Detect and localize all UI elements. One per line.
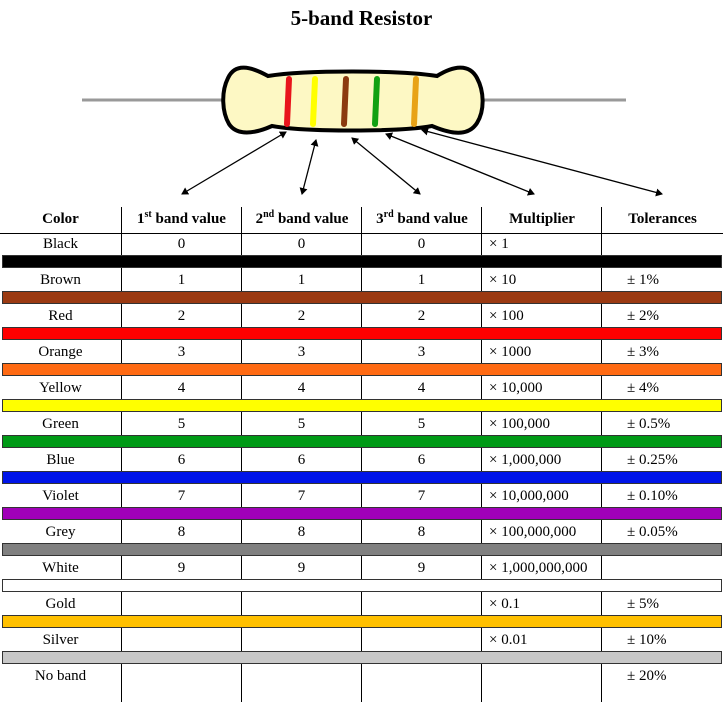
- arrow-band-3: [352, 138, 420, 194]
- page-title: 5-band Resistor: [290, 6, 433, 30]
- cell-band1: 0: [177, 236, 186, 252]
- cell-band3: 4: [417, 380, 426, 396]
- cell-band1: 8: [177, 524, 186, 540]
- cell-multiplier: × 0.01: [489, 632, 528, 648]
- cell-band2: 1: [297, 272, 306, 288]
- cell-band1: 7: [177, 488, 186, 504]
- arrow-band-1: [182, 132, 286, 194]
- cell-tolerance: ± 5%: [627, 596, 659, 612]
- cell-band3: 5: [417, 416, 426, 432]
- arrow-tolerance: [422, 130, 662, 194]
- color-swatch-red: [2, 327, 722, 340]
- cell-multiplier: × 1000: [489, 344, 532, 360]
- cell-multiplier: × 10,000,000: [489, 488, 569, 504]
- cell-tolerance: ± 0.5%: [627, 416, 671, 432]
- cell-color-name: No band: [34, 668, 87, 684]
- cell-tolerance: ± 1%: [627, 272, 659, 288]
- header-band3: 3rd band value: [376, 209, 468, 227]
- cell-color-name: Violet: [42, 488, 79, 504]
- color-swatch-silver: [2, 651, 722, 664]
- cell-band1: 4: [177, 380, 186, 396]
- cell-band3: 6: [417, 452, 426, 468]
- color-swatch-violet: [2, 507, 722, 520]
- color-swatch-green: [2, 435, 722, 448]
- cell-band1: 1: [177, 272, 186, 288]
- header-tolerances: Tolerances: [628, 211, 697, 227]
- color-swatch-black: [2, 255, 722, 268]
- cell-band2: 0: [297, 236, 306, 252]
- color-swatch-white: [2, 579, 722, 592]
- cell-band1: 5: [177, 416, 186, 432]
- cell-color-name: Silver: [42, 632, 79, 648]
- cell-band2: 8: [297, 524, 306, 540]
- cell-band2: 2: [297, 308, 306, 324]
- cell-multiplier: × 10: [489, 272, 517, 288]
- cell-color-name: Brown: [40, 272, 81, 288]
- cell-band1: 3: [177, 344, 186, 360]
- cell-color-name: Gold: [45, 596, 76, 612]
- cell-color-name: White: [42, 560, 79, 576]
- color-code-table: [0, 207, 723, 702]
- cell-tolerance: ± 4%: [627, 380, 659, 396]
- resistor-band-gold: [414, 79, 416, 124]
- cell-multiplier: × 1,000,000,000: [489, 560, 588, 576]
- resistor-diagram: [0, 0, 723, 207]
- color-swatch-blue: [2, 471, 722, 484]
- color-swatch-orange: [2, 363, 722, 376]
- cell-color-name: Red: [48, 308, 73, 324]
- cell-band2: 9: [297, 560, 306, 576]
- pointer-arrows: [182, 130, 662, 194]
- arrow-band-2: [302, 140, 316, 194]
- color-swatch-brown: [2, 291, 722, 304]
- cell-band3: 3: [417, 344, 426, 360]
- cell-band1: 9: [177, 560, 186, 576]
- resistor-body: [223, 68, 482, 133]
- color-swatch-gold: [2, 615, 722, 628]
- cell-tolerance: ± 3%: [627, 344, 659, 360]
- cell-band1: 6: [177, 452, 186, 468]
- cell-multiplier: × 100,000: [489, 416, 550, 432]
- resistor-band-red: [287, 79, 289, 124]
- cell-band2: 5: [297, 416, 306, 432]
- cell-multiplier: × 100,000,000: [489, 524, 577, 540]
- header-band2: 2nd band value: [255, 209, 349, 227]
- header-multiplier: Multiplier: [509, 211, 575, 227]
- cell-band2: 7: [297, 488, 306, 504]
- cell-band1: 2: [177, 308, 186, 324]
- cell-tolerance: ± 0.10%: [627, 488, 678, 504]
- cell-tolerance: ± 0.25%: [627, 452, 678, 468]
- header-band1: 1st band value: [137, 209, 226, 227]
- cell-tolerance: ± 10%: [627, 632, 667, 648]
- header-color: Color: [42, 211, 79, 227]
- cell-color-name: Orange: [38, 344, 83, 360]
- cell-tolerance: ± 2%: [627, 308, 659, 324]
- cell-band3: 8: [417, 524, 426, 540]
- color-swatch-grey: [2, 543, 722, 556]
- cell-tolerance: ± 20%: [627, 668, 667, 684]
- cell-band3: 7: [417, 488, 426, 504]
- cell-band2: 6: [297, 452, 306, 468]
- cell-band3: 0: [417, 236, 426, 252]
- cell-color-name: Yellow: [39, 380, 82, 396]
- cell-multiplier: × 0.1: [489, 596, 520, 612]
- cell-multiplier: × 1: [489, 236, 509, 252]
- color-swatch-yellow: [2, 399, 722, 412]
- cell-multiplier: × 10,000: [489, 380, 543, 396]
- cell-color-name: Grey: [45, 524, 76, 540]
- cell-multiplier: × 1,000,000: [489, 452, 562, 468]
- cell-band3: 9: [417, 560, 426, 576]
- cell-color-name: Green: [42, 416, 79, 432]
- cell-band2: 3: [297, 344, 306, 360]
- resistor-band-brown: [344, 79, 346, 124]
- cell-color-name: Blue: [46, 452, 75, 468]
- grid-line: [0, 233, 723, 234]
- cell-band3: 2: [417, 308, 426, 324]
- cell-multiplier: × 100: [489, 308, 524, 324]
- cell-color-name: Black: [43, 236, 78, 252]
- cell-band2: 4: [297, 380, 306, 396]
- cell-band3: 1: [417, 272, 426, 288]
- cell-tolerance: ± 0.05%: [627, 524, 678, 540]
- resistor-band-green: [375, 79, 377, 124]
- resistor-band-yellow: [313, 79, 315, 124]
